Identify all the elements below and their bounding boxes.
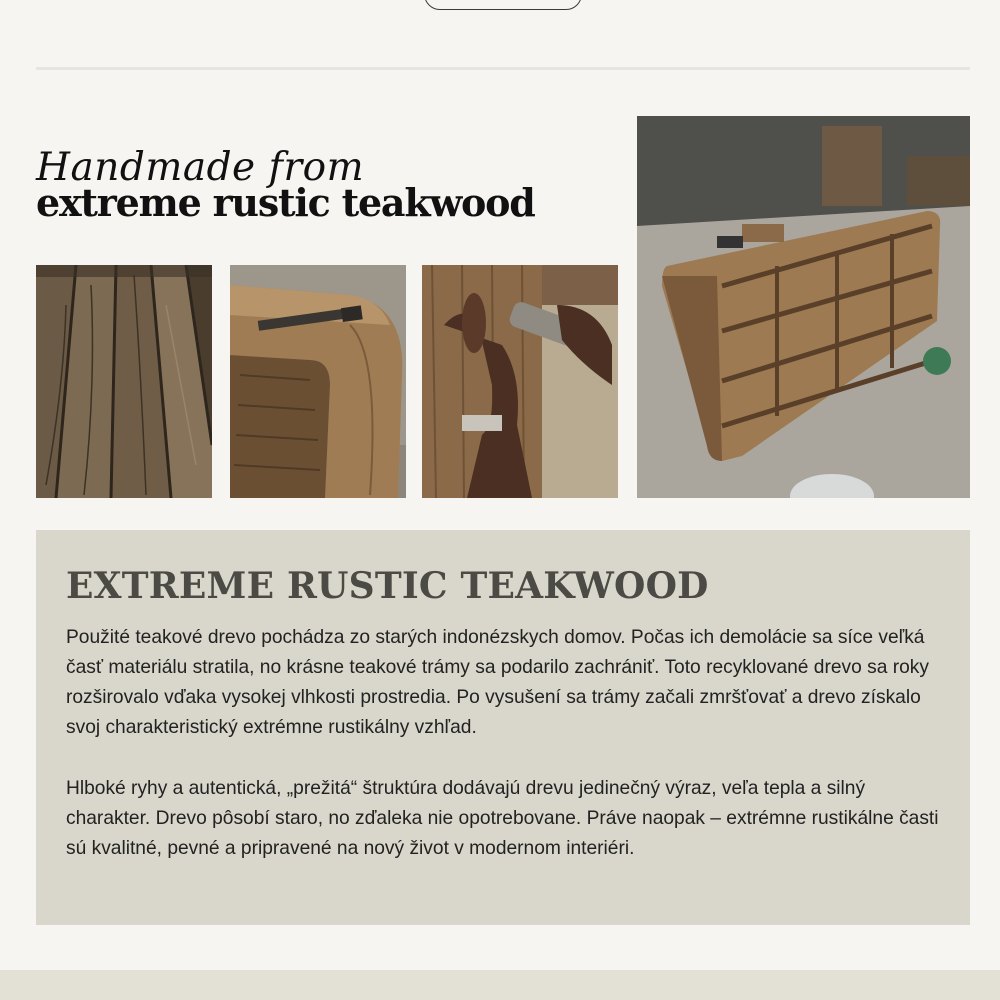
photo-bench-corner: [230, 265, 406, 498]
footer-band: [0, 970, 1000, 1000]
info-panel: [36, 530, 970, 925]
info-title: EXTREME RUSTIC TEAKWOOD: [66, 565, 709, 607]
photo-craftsman-chiselling: [422, 265, 618, 498]
info-paragraph-origin: Použité teakové drevo pochádza zo starých indonézskych domov. Počas ich demolácie sa síce veľká časť materiálu stratila, no krásne teakové trámy sa podarilo zachrániť. Toto recyklované drevo sa roky rozširovalo vďaka vysokej vlhkosti prostredia. Po vysušení sa trámy začali zmršťovať a drevo získalo svoj charakteristický extrémne rustikálny vzhľad.: [66, 627, 929, 738]
photo-shelving-unit: [637, 116, 970, 498]
info-paragraph-character: Hlboké ryhy a autentická, „prežitá“ štruktúra dodávajú drevu jedinečný výraz, veľa tepla a silný charakter. Drevo pôsobí staro, no zďaleka nie opotrebovane. Práve naopak – extrémne rustikálne časti sú kvalitné, pevné a pripravené na nový život v modernom interiéri.: [66, 778, 939, 859]
headline-italic-line: Handmade from: [36, 145, 365, 190]
top-button[interactable]: [424, 0, 582, 10]
page-headline: [36, 144, 535, 225]
photo-weathered-planks: [36, 265, 212, 498]
headline-bold-line: extreme rustic teakwood: [36, 180, 535, 225]
section-divider: [36, 67, 970, 70]
